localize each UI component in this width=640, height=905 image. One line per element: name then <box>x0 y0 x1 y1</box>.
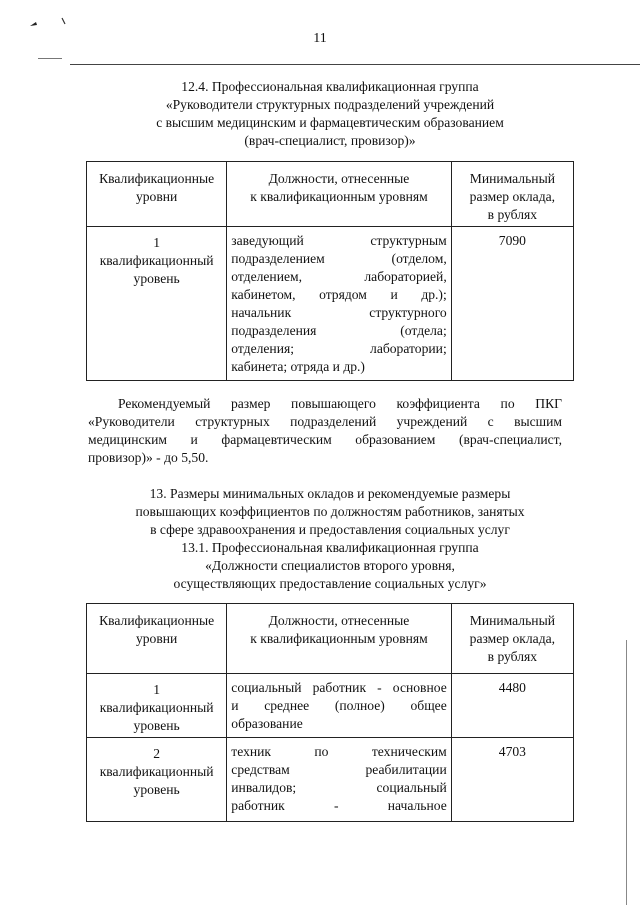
scan-edge-line <box>626 640 627 905</box>
header-text: Должности, отнесенные <box>268 171 410 186</box>
header-positions <box>227 162 451 227</box>
position-line: работник - начальное <box>231 798 447 813</box>
header-text: к квалификационным уровням <box>250 189 428 204</box>
level-number: 1 <box>153 235 161 250</box>
level-text: квалификационный <box>99 764 214 779</box>
title-line: повышающих коэффициентов по должностям работников, занятых <box>135 504 525 519</box>
title-line: 13. Размеры минимальных окладов и рекомендуемые размеры <box>149 486 511 501</box>
position-line: инвалидов; социальный <box>231 780 447 795</box>
positions-cell <box>227 227 451 381</box>
salary-cell: 4703 <box>451 738 573 822</box>
header-text: в рублях <box>487 649 538 664</box>
table-row <box>87 738 574 822</box>
table-row <box>87 674 574 738</box>
level-text: уровень <box>133 271 180 286</box>
position-line: кабинетом, отрядом и др.); <box>231 287 447 302</box>
table-header-row <box>87 604 574 674</box>
title-line: (врач-специалист, провизор)» <box>244 133 416 148</box>
position-line: подразделением (отделом, <box>231 251 447 266</box>
position-line: подразделения (отдела; <box>231 323 447 338</box>
header-rule <box>70 64 640 65</box>
table-12-4 <box>86 161 574 381</box>
position-line: средствам реабилитации <box>231 762 447 777</box>
title-line: с высшим медицинским и фармацевтическим образованием <box>156 115 504 130</box>
header-text: в рублях <box>487 207 538 222</box>
position-line: заведующий структурным <box>231 233 447 248</box>
header-salary <box>451 604 573 674</box>
title-line: «Должности специалистов второго уровня, <box>205 558 455 573</box>
paragraph-line: «Руководители структурных подразделений учреждений с высшим <box>88 414 562 429</box>
section-12-4-title <box>0 78 640 150</box>
header-salary <box>451 162 573 227</box>
header-text: Квалификационные <box>99 171 215 186</box>
level-text: квалификационный <box>99 253 214 268</box>
paragraph-line: провизор)» - до 5,50. <box>88 450 209 465</box>
salary-cell: 7090 <box>451 227 573 381</box>
salary-cell: 4480 <box>451 674 573 738</box>
table-header-row <box>87 162 574 227</box>
level-cell <box>87 227 227 381</box>
paragraph-line: медицинским и фармацевтическим образованием (врач-специалист, <box>88 432 562 447</box>
position-line: и среднее (полное) общее <box>231 698 447 713</box>
header-text: Квалификационные <box>99 613 215 628</box>
header-levels <box>87 162 227 227</box>
level-text: квалификационный <box>99 700 214 715</box>
position-line: образование <box>231 716 303 731</box>
level-text: уровень <box>133 782 180 797</box>
title-line: осуществляющих предоставление социальных услуг» <box>173 576 487 591</box>
recommendation-paragraph <box>88 395 562 467</box>
page-number: 11 <box>313 31 327 46</box>
position-line: начальник структурного <box>231 305 447 320</box>
header-text: размер оклада, <box>469 189 556 204</box>
paragraph-line: Рекомендуемый размер повышающего коэффициента по ПКГ <box>118 396 562 411</box>
header-text: уровни <box>135 631 178 646</box>
section-13-title <box>0 485 640 539</box>
level-cell <box>87 738 227 822</box>
position-line: социальный работник - основное <box>231 680 447 695</box>
level-text: уровень <box>133 718 180 733</box>
position-line: отделения; лаборатории; <box>231 341 447 356</box>
table-13-1 <box>86 603 574 822</box>
header-positions <box>227 604 451 674</box>
header-levels <box>87 604 227 674</box>
table-row <box>87 227 574 381</box>
position-line: техник по техническим <box>231 744 447 759</box>
title-line: 13.1. Профессиональная квалификационная группа <box>181 540 479 555</box>
level-cell <box>87 674 227 738</box>
header-text: размер оклада, <box>469 631 556 646</box>
header-text: уровни <box>135 189 178 204</box>
header-text: к квалификационным уровням <box>250 631 428 646</box>
title-line: в сфере здравоохранения и предоставления социальных услуг <box>150 522 510 537</box>
positions-cell <box>227 674 451 738</box>
header-text: Должности, отнесенные <box>268 613 410 628</box>
header-text: Минимальный <box>469 171 555 186</box>
title-line: 12.4. Профессиональная квалификационная группа <box>181 79 479 94</box>
title-line: «Руководители структурных подразделений учреждений <box>165 97 495 112</box>
section-13-1-title <box>0 539 640 593</box>
positions-cell <box>227 738 451 822</box>
level-number: 1 <box>153 682 161 697</box>
position-line: кабинета; отряда и др.) <box>231 359 365 374</box>
level-number: 2 <box>153 746 161 761</box>
header-rule-fragment <box>38 58 62 59</box>
header-text: Минимальный <box>469 613 555 628</box>
scan-artifact <box>28 16 88 30</box>
position-line: отделением, лабораторией, <box>231 269 447 284</box>
